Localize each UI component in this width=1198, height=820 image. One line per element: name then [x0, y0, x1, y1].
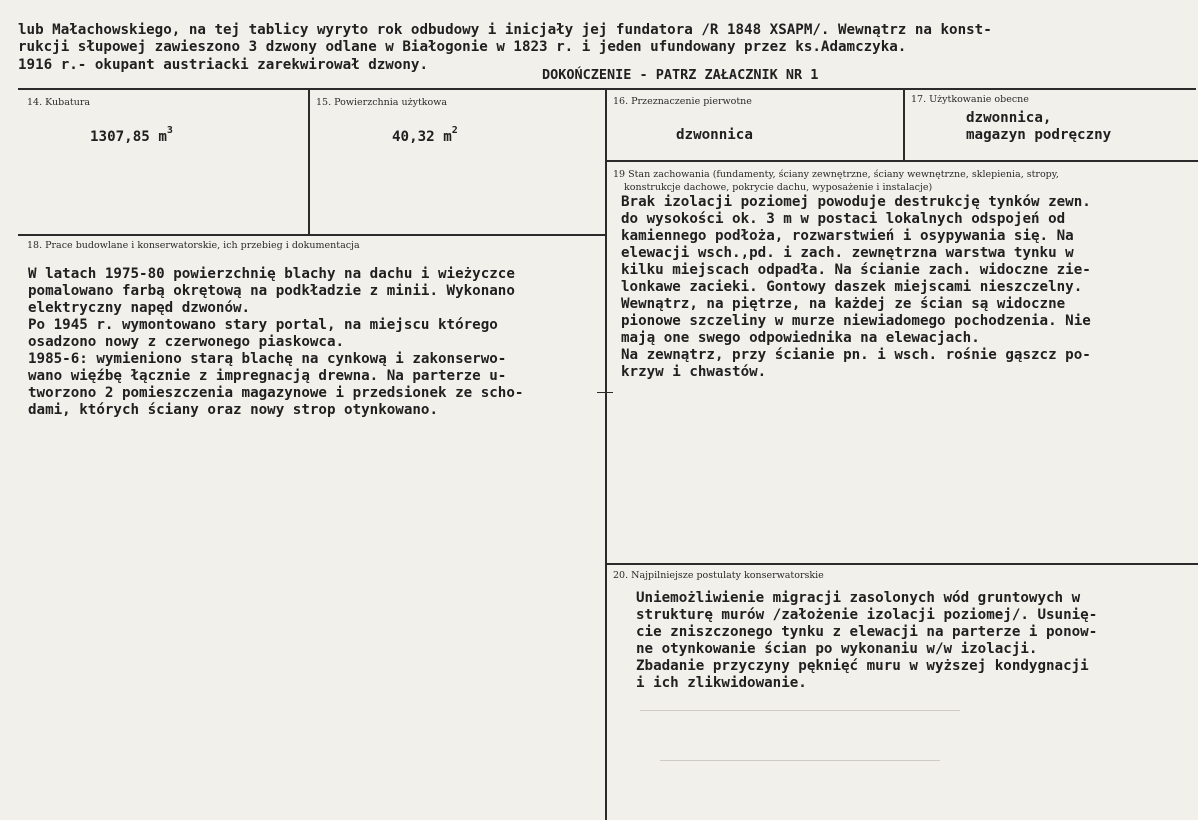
field-18-line: wano więźbę łącznie z impregnacją drewna. Na parterze u-	[28, 368, 507, 384]
field-19-line: kilku miejscach odpadła. Na ścianie zach. widoczne zie-	[621, 262, 1091, 278]
field-19-label-line: konstrukcje dachowe, pokrycie dachu, wyposażenie i instalacje)	[624, 182, 933, 193]
field-18-line: 1985-6: wymieniono starą blachę na cynkową i zakonserwo-	[28, 351, 507, 367]
continuation-note: DOKOŃCZENIE - PATRZ ZAŁACZNIK NR 1	[542, 67, 819, 83]
field-18-line: W latach 1975-80 powierzchnię blachy na dachu i wieżyczce	[28, 266, 515, 282]
field-17-value-line: magazyn podręczny	[966, 127, 1112, 143]
field-20-line: cie zniszczonego tynku z elewacji na parterze i ponow-	[636, 624, 1098, 640]
divider-16-17	[903, 88, 905, 160]
divider-row-14-18	[18, 234, 606, 236]
field-20-line: Zbadanie przyczyny pęknięć muru w wyższej kondygnacji	[636, 658, 1089, 674]
field-20-line: strukturę murów /założenie izolacji poziomej/. Usunię-	[636, 607, 1098, 623]
field-20-line: i ich zlikwidowanie.	[636, 675, 807, 691]
field-19-line: lonkawe zacieki. Gontowy daszek miejscami nieszczelny.	[621, 279, 1083, 295]
divider-row-19-20	[605, 563, 1198, 565]
field-19-line: krzyw i chwastów.	[621, 364, 767, 380]
field-18-line: elektryczny napęd dzwonów.	[28, 300, 251, 316]
field-18-line: tworzono 2 pomieszczenia magazynowe i przedsionek ze scho-	[28, 385, 524, 401]
field-19-line: elewacji wsch.,pd. i zach. zewnętrzna warstwa tynku w	[621, 245, 1074, 261]
field-14-value: 1307,85 $m^3$	[90, 125, 173, 145]
field-19-line: pionowe szczeliny w murze niewiadomego pochodzenia. Nie	[621, 313, 1091, 329]
divider-14-15	[308, 88, 310, 234]
field-20-line: Uniemożliwienie migracji zasolonych wód gruntowych w	[636, 590, 1081, 606]
divider-row-16-19	[605, 160, 1198, 162]
field-17-value-line: dzwonnica,	[966, 110, 1052, 126]
top-text-line: lub Małachowskiego, na tej tablicy wyryto rok odbudowy i inicjały jej fundatora /R 1848 XSAPM/. Wewnątrz na konst-	[18, 22, 992, 38]
top-text-line: rukcji słupowej zawieszono 3 dzwony odlane w Białogonie w 1823 r. i jeden ufundowany przez ks.Adamczyka.	[18, 39, 907, 55]
tick-mark	[597, 392, 613, 393]
field-18-line: Po 1945 r. wymontowano stary portal, na miejscu którego	[28, 317, 498, 333]
field-17-label: 17. Użytkowanie obecne	[911, 94, 1029, 105]
unit-superscript: 2	[451, 125, 458, 137]
ghost-line	[660, 760, 940, 761]
field-18-line: dami, których ściany oraz nowy strop otynkowano.	[28, 402, 438, 418]
field-19-line: Na zewnątrz, przy ścianie pn. i wsch. rośnie gąszcz po-	[621, 347, 1091, 363]
field-18-line: osadzono nowy z czerwonego piaskowca.	[28, 334, 345, 350]
field-15-label: 15. Powierzchnia użytkowa	[316, 97, 448, 108]
field-16-value: dzwonnica	[676, 127, 753, 143]
unit-superscript: 3	[166, 125, 173, 137]
field-19-line: kamiennego podłoża, rozwarstwień i osypywania się. Na	[621, 228, 1074, 244]
divider-main	[605, 88, 607, 820]
top-text-line: 1916 r.- okupant austriacki zarekwirował dzwony.	[18, 57, 428, 73]
field-20-line: ne otynkowanie ścian po wykonaniu w/w izolacji.	[636, 641, 1038, 657]
field-18-label: 18. Prace budowlane i konserwatorskie, ich przebieg i dokumentacja	[27, 240, 360, 251]
field-20-label: 20. Najpilniejsze postulaty konserwatorskie	[613, 570, 824, 581]
field-19-line: mają one swego odpowiednika na elewacjach.	[621, 330, 980, 346]
form-top-border	[18, 88, 1196, 90]
ghost-line	[640, 710, 960, 711]
field-19-line: Wewnątrz, na piętrze, na każdej ze ścian są widoczne	[621, 296, 1066, 312]
field-16-label: 16. Przeznaczenie pierwotne	[613, 96, 752, 107]
field-14-label: 14. Kubatura	[27, 97, 91, 108]
field-19-line: do wysokości ok. 3 m w postaci lokalnych odspojeń od	[621, 211, 1066, 227]
field-19-label-line: 19 Stan zachowania (fundamenty, ściany zewnętrzne, ściany wewnętrzne, sklepienia, stropy,	[613, 169, 1059, 180]
field-19-line: Brak izolacji poziomej powoduje destrukcję tynków zewn.	[621, 194, 1091, 210]
field-15-value: 40,32 $m^2$	[392, 125, 458, 145]
field-18-line: pomalowano farbą okrętową na podkładzie z minii. Wykonano	[28, 283, 515, 299]
